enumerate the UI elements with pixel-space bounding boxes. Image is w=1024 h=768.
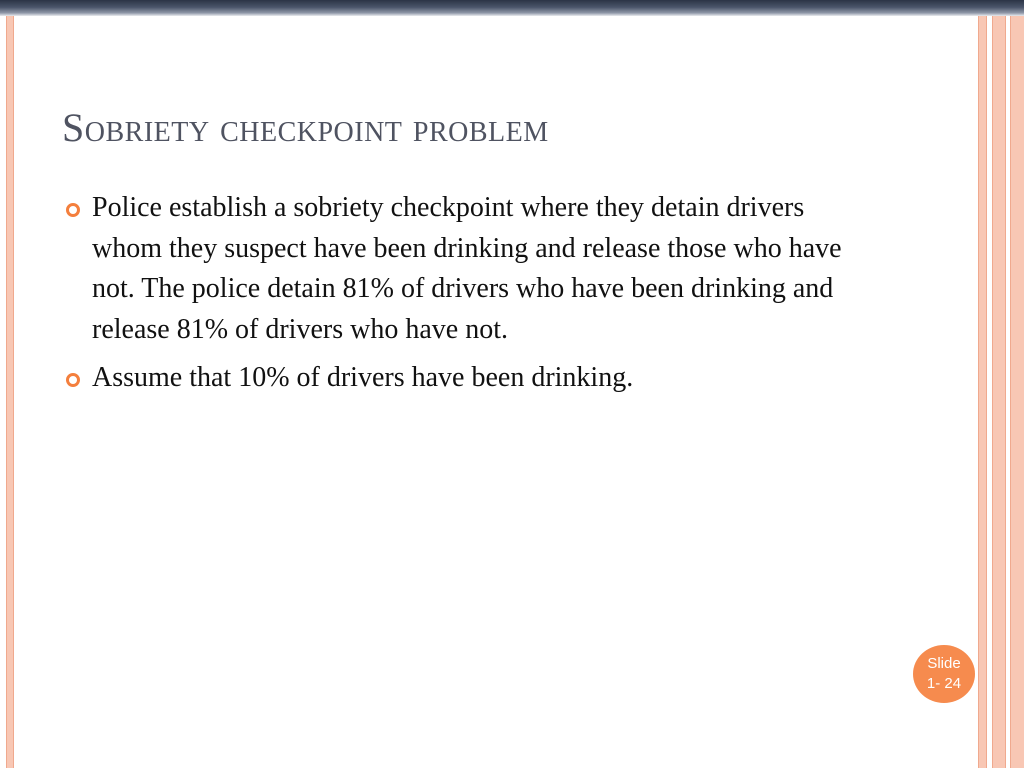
- bullet-circle-icon: [66, 203, 80, 217]
- bullet-list: [62, 188, 872, 407]
- slide-badge-number: 1- 24: [926, 675, 962, 692]
- right-stripe-3: [1010, 16, 1024, 768]
- bullet-item: [62, 188, 872, 350]
- top-banner: [0, 0, 1024, 16]
- bullet-text: Assume that 10% of drivers have been drinking.: [92, 362, 634, 393]
- right-stripe-1: [978, 16, 987, 768]
- right-stripe-2: [992, 16, 1006, 768]
- bullet-item: [62, 358, 872, 399]
- slide-title: Sobriety checkpoint problem: [62, 105, 549, 150]
- slide-number-badge: [913, 645, 975, 703]
- bullet-text: Police establish a sobriety checkpoint where they detain drivers whom they suspect have been drinking and release those who have not. The police detain 81% of drivers who have been drinking and release 81% of drivers who have not.: [92, 192, 842, 345]
- bullet-circle-icon: [66, 373, 80, 387]
- slide-badge-label: Slide: [927, 655, 961, 672]
- right-decorative-stripes: [976, 16, 1024, 768]
- left-decorative-stripe: [6, 16, 14, 768]
